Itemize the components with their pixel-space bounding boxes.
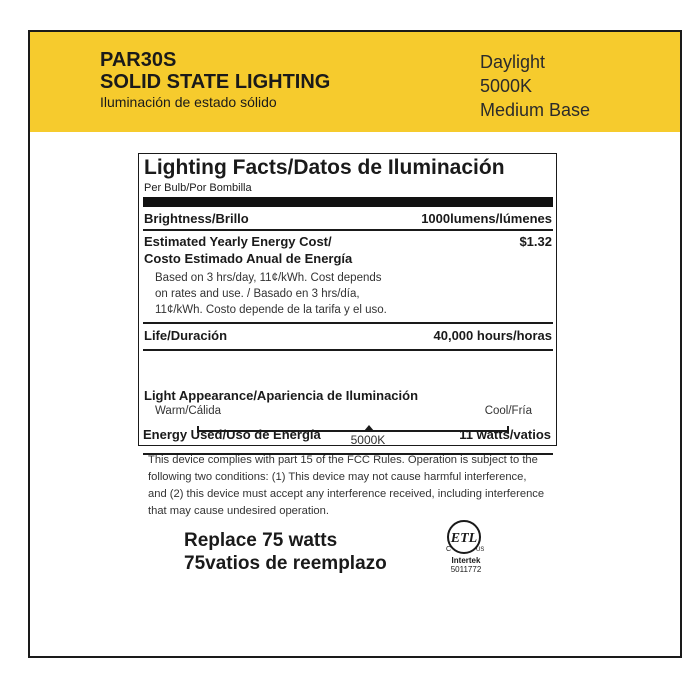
note-line: Based on 3 hrs/day, 11¢/kWh. Cost depends xyxy=(155,272,382,284)
product-heading xyxy=(100,49,330,111)
certifier-name: Intertek xyxy=(451,556,481,565)
note-line: 11¢/kWh. Costo depende de la tarifa y el uso. xyxy=(155,304,387,316)
energy-used-row xyxy=(143,427,551,442)
brightness-label: Brightness/Brillo xyxy=(144,211,249,226)
warm-label: Warm/Cálida xyxy=(155,405,222,417)
product-specs xyxy=(480,50,590,122)
label-frame xyxy=(28,30,682,658)
scale-marker-value: 5000K xyxy=(350,433,386,447)
life-value: 40,000 hours/horas xyxy=(433,328,552,343)
appearance-label: Light Appearance/Apariencia de Iluminación xyxy=(144,388,419,403)
us-mark: US xyxy=(476,547,484,553)
header-banner xyxy=(30,32,680,132)
fcc-line: and (2) this device must accept any interference received, including interference xyxy=(148,488,545,500)
color-temp-name: Daylight xyxy=(480,52,546,72)
fcc-statement xyxy=(148,452,548,520)
etl-listed-icon xyxy=(444,517,484,557)
base-type: Medium Base xyxy=(480,100,591,120)
fcc-line: following two conditions: (1) This device may not cause harmful interference, xyxy=(148,471,527,483)
product-title: SOLID STATE LIGHTING xyxy=(100,71,331,93)
cool-label: Cool/Fría xyxy=(484,405,532,417)
energy-used-label: Energy Used/Uso de Energía xyxy=(143,427,321,442)
brightness-row xyxy=(144,211,552,226)
divider xyxy=(143,322,553,324)
energy-cost-row xyxy=(144,233,552,267)
life-row xyxy=(144,328,552,343)
fcc-line: that may cause undesired operation. xyxy=(148,505,329,517)
fcc-line: This device complies with part 15 of the FCC Rules. Operation is subject to the xyxy=(148,454,538,466)
heading-bar xyxy=(143,197,553,207)
brightness-value: 1000lumens/lúmenes xyxy=(421,211,552,226)
certification-number: 5011772 xyxy=(450,565,482,574)
appearance-row xyxy=(144,388,552,403)
divider xyxy=(143,229,553,231)
facts-title: Lighting Facts/Datos de Iluminación xyxy=(144,156,505,179)
product-subtitle: Iluminación de estado sólido xyxy=(100,94,277,110)
color-temp: 5000K xyxy=(480,76,533,96)
divider xyxy=(143,349,553,351)
c-mark: C xyxy=(446,546,452,553)
replacement-equivalent xyxy=(184,529,387,575)
energy-cost-label-en: Estimated Yearly Energy Cost/ xyxy=(144,234,332,249)
lighting-facts-panel xyxy=(138,153,557,446)
replace-es: 75vatios de reemplazo xyxy=(184,553,387,574)
etl-logo-text: ETL xyxy=(450,531,478,546)
per-bulb-label: Per Bulb/Por Bombilla xyxy=(144,182,252,194)
energy-cost-value: $1.32 xyxy=(519,234,552,249)
energy-cost-label-es: Costo Estimado Anual de Energía xyxy=(144,251,353,266)
life-label: Life/Duración xyxy=(144,328,228,343)
energy-used-value: 11 watts/vatios xyxy=(459,427,551,442)
replace-en: Replace 75 watts xyxy=(184,530,338,551)
energy-cost-note xyxy=(155,270,455,318)
note-line: on rates and use. / Basado en 3 hrs/día, xyxy=(155,288,360,300)
model-name: PAR30S xyxy=(100,49,177,71)
